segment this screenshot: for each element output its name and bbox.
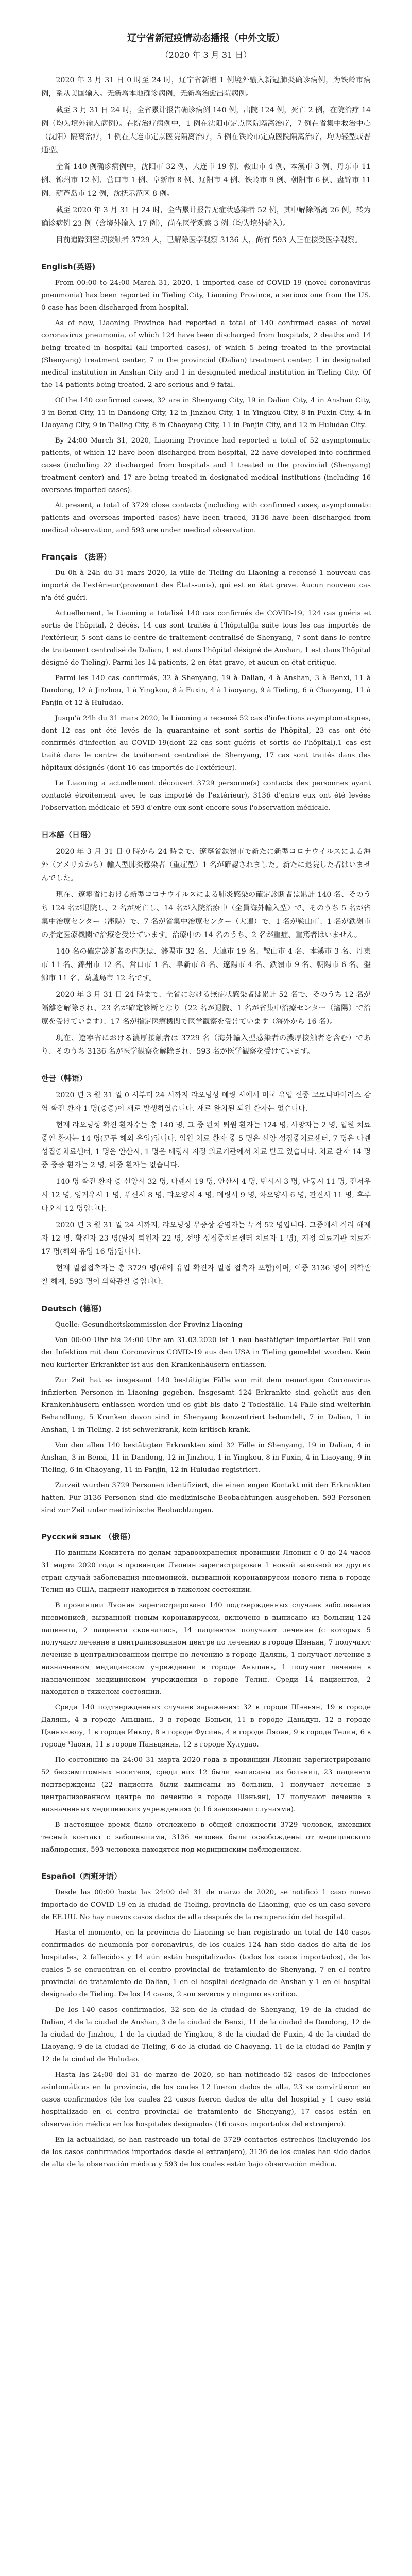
paragraph: 現在、遼寧省における新型コロナウイルスによる肺炎感染の確定診断者は累計 140 名、そのうち 124 名が退院し、2 名が死亡し、14 名が入院治療中（全員海外輸入型）で、そのうち 5 名が省集中治療センター（瀋陽）で、7 名が省集中治療センター（大連）で、1 名が鞍山市、1 名が鉄嶺市の指定医療機関で治療を受けています。治療中の 14 名のうち、2 名が重症、重篤者はいません。	[41, 891, 371, 939]
document-title: 辽宁省新冠疫情动态播报（中外文版）	[127, 33, 285, 44]
section-russian	[41, 1531, 371, 1856]
section-heading: 日本語（日语）	[41, 830, 96, 839]
paragraph: 現在、遼寧省における濃厚接触者は 3729 名（海外輸入型感染者の濃厚接触者を含む）であり、そのうち 3136 名が医学観察を解除され、593 名が医学観察を受けています。	[41, 1034, 371, 1056]
paragraph: De los 140 casos confirmados, 32 son de la ciudad de Shenyang, 19 de la ciudad de Dalian, 4 de la ciudad de Anshan, 3 de la ciudad de Benxi, 11 de la ciudad de Dandong, 12 de la ciudad de Jinzhou, 1 de la ciudad de Yingkou, 8 de la ciudad de Fuxin, 4 de la ciudad de Liaoyang, 9 de la ciudad de Tieling, 6 de la ciudad de Chaoyang, 11 de la ciudad de Panjin y 12 de la ciudad de Huludao.	[41, 2006, 371, 2063]
section-heading: 한글（韩语）	[41, 1074, 87, 1083]
paragraph: Von 00:00 Uhr bis 24:00 Uhr am 31.03.2020 ist 1 neu bestätigter importierter Fall von der Infektion mit dem Coronavirus COVID-19 aus den USA in Tieling gemeldet worden. Kein neu kurierter Erkrankter ist aus den Krankenhäusern entlassen.	[41, 1336, 371, 1369]
paragraph: 2020 년 3 월 31 일 0 시부터 24 시까지 랴오닝성 톄링 시에서 미국 유입 신종 코로나바이러스 감염 확진 환자 1 명(중증)이 새로 발생하였습니다. 새로 완치된 퇴원 환자는 없습니다.	[41, 1091, 371, 1113]
paragraph: Quelle: Gesundheitskommission der Provinz Liaoning	[55, 1321, 243, 1329]
paragraph: By 24:00 March 31, 2020, Liaoning Province had reported a total of 52 asymptomatic patients, of which 12 have been discharged from hospital, 22 have developed into confirmed cases (including 22 discharged from hospitals and 1 treated in the provincial (Shenyang) treatment center) and 17 are being treated in designated medical institutions (including 16 overseas imported cases).	[41, 437, 371, 494]
paragraph: Actuellement, le Liaoning a totalisé 140 cas confirmés de COVID-19, 124 cas guéris et sortis de l'hôpital, 2 décès, 14 cas sont traités à l'hôpital(la suite tous les cas importés de l'extérieur, 5 sont dans le centre de traitement centralisé de Shenyang, 7 sont dans le centre de traitement centralisé de Dalian, 1 est dans l'hôpital désigné de Anshan, 1 est dans l'hôpital désigné de Tieling). Parmi les 14 patients, 2 en état grave, et aucun en état critique.	[41, 609, 371, 667]
paragraph: В настоящее время было отслежено в общей сложности 3729 человек, имевших тесный контакт с заболевшими, 3136 человек были освобождены от медицинского наблюдения, 593 человека находятся под медицинским наблюдением.	[41, 1821, 371, 1854]
paragraph: Zur Zeit hat es insgesamt 140 bestätigte Fälle von mit dem neuartigen Coronavirus infizierten Personen in Liaoning gegeben. Insgesamt 124 Erkrankte sind geheilt aus den Krankenhäusern entlassen worden und es gibt bis dato 2 Todesfälle. 14 Fälle sind weiterhin Behandlung, 5 Kranken davon sind in Shenyang konzentriert behandelt, 7 in Dalian, 1 in Anshan, 1 in Tieling. 2 ist schwerkrank, kein kritisch krank.	[41, 1377, 371, 1434]
paragraph: По состоянию на 24:00 31 марта 2020 года в провинции Ляонин зарегистрировано 52 бессимптомных носителя, среди них 12 были выписаны из больниц, 23 пациента подтверждены (22 пациента были выписаны из больниц, 1 получает лечение в централизованном центре по лечению в городе Шэньян), 17 получают лечение в назначенных медицинских учреждениях (с 16 завозными случаями).	[41, 1756, 371, 1814]
paragraph: По данным Комитета по делам здравоохранения провинции Ляонин с 0 до 24 часов 31 марта 2020 года в провинции Ляонин зарегистрирован 1 новый завозной из других стран случай заболевания пневмонией, вызванной коронавирусом нового типа в городе Телин из США, пациент находится в тяжелом состоянии.	[41, 1549, 371, 1594]
paragraph: Среди 140 подтвержденных случаев заражения: 32 в городе Шэньян, 19 в городе Далянь, 4 в городе Аньшань, 3 в городе Бэньси, 11 в городе Даньдун, 12 в городе Цзиньчжоу, 1 в городе Инкоу, 8 в городе Фусинь, 4 в городе Ляоян, 9 в городе Телин, 6 в городе Чаоян, 11 в городе Паньцзинь, 12 в городе Хулудао.	[41, 1704, 371, 1749]
section-chinese	[41, 74, 371, 247]
paragraph: En la actualidad, se han rastreado un total de 3729 contactos estrechos (incluyendo los de los casos confirmados importados desde el extranjero), 3136 de los cuales han sido dados de alta de la observación médica y 593 de los cuales están bajo observación médica.	[41, 2136, 371, 2168]
paragraph: Zurzeit wurden 3729 Personen identifiziert, die einen engen Kontakt mit den Erkrankten hatten. Für 3136 Personen sind die medizinische Beobachtungen ausgehoben. 593 Personen sind zur Zeit unter medizinische Beobachtungen.	[41, 1482, 371, 1514]
section-heading: Русский язык （俄语）	[41, 1532, 135, 1541]
paragraph: From 00:00 to 24:00 March 31, 2020, 1 imported case of COVID-19 (novel coronavirus pneumonia) has been reported in Tieling City, Liaoning Province, a serious one from the US. 0 case has been discharged from hospital.	[41, 279, 371, 312]
section-korean	[41, 1073, 371, 1289]
paragraph: 2020 년 3 월 31 일 24 시까지, 랴오닝성 무증상 감염자는 누적 52 명입니다. 그중에서 격리 해제자 12 명, 확진자 23 명(완치 퇴원자 22 명, 선양 성집중치료센터 치료자 1 명), 지정 의료기관 치료자 17 명(해외 유입 16 명)입니다.	[41, 1221, 371, 1256]
paragraph: 全省 140 例确诊病例中，沈阳市 32 例、大连市 19 例、鞍山市 4 例、本溪市 3 例、丹东市 11 例、锦州市 12 例、营口市 1 例、阜新市 8 例、辽阳市 4 例、铁岭市 9 例、朝阳市 6 例、盘锦市 11 例、葫芦岛市 12 例，沈抚示范区 8 例。	[41, 163, 371, 198]
document-page	[41, 0, 371, 2171]
paragraph: Hasta las 24:00 del 31 de marzo de 2020, se han notificado 52 casos de infecciones asintomáticas en la provincia, de los cuales 12 fueron dados de alta, 23 se convirtieron en casos confirmados (de los cuales 22 casos fueron dados de alta del hospital y 1 caso está hospitalizado en el centro provincial de tratamiento de Shenyang), 17 casos están en observación médica en los hospitales designados (16 casos importados del extranjero).	[41, 2071, 371, 2128]
paragraph: As of now, Liaoning Province had reported a total of 140 confirmed cases of novel coronavirus pneumonia, of which 124 have been discharged from hospitals, 2 deaths and 14 being treated in hospital (all imported cases), of which 5 being treated in the provincial (Shenyang) treatment center, 7 in the provincial (Dalian) treatment center, 1 in designated medical institution in Anshan City and 1 in designated medical institution in Tieling City. Of the 14 patients being treated, 2 are serious and 9 fatal.	[41, 319, 371, 389]
paragraph: В провинции Ляонин зарегистрировано 140 подтвержденных случаев заболевания пневмонией, вызванной новым коронавирусом, включено в выписано из больниц 124 пациента, 2 пациента скончались, 14 пациентов получают лечение (с которых 5 получают лечение в централизованном центре по лечению в городе Шэньян, 7 получают лечение в централизованном центре по лечению в городе Далянь, 1 получает лечение в назначенном медицинском учреждении в городе Аньшань, 1 получает лечение в назначенном медицинском учреждении в городе Телин. Среди 14 пациентов, 2 находятся в тяжелом состоянии.	[41, 1602, 371, 1696]
section-german	[41, 1303, 371, 1517]
paragraph: 2020 年 3 月 31 日 0 時から 24 時まで、遼寧省鉄嶺市で新たに新型コロナウイルスによる海外（アメリカから）輸入型肺炎感染者（重症型）1 名が確認されました。新たに退院した者はいませんでした。	[41, 848, 371, 883]
paragraph: Of the 140 confirmed cases, 32 are in Shenyang City, 19 in Dalian City, 4 in Anshan City, 3 in Benxi City, 11 in Dandong City, 12 in Jinzhou City, 1 in Yingkou City, 8 in Fuxin City, 4 in Liaoyang City, 9 in Tieling City, 6 in Chaoyang City, 11 in Panjin City, and 12 in Huludao City.	[41, 397, 371, 429]
section-japanese	[41, 829, 371, 1058]
paragraph: 2020 年 3 月 31 日 24 時まで、全省における無症状感染者は累計 52 名で、そのうち 12 名が隔離を解除され、23 名が確定診断となり（22 名が退院、1 名が省集中治療センター（瀋陽）で治療を受けています）、17 名が指定医療機関で医学観察を受けています（海外から 16 名）。	[41, 991, 371, 1026]
section-heading: Français （法语）	[41, 552, 111, 562]
paragraph: Von den allen 140 bestätigten Erkrankten sind 32 Fälle in Shenyang, 19 in Dalian, 4 in Anshan, 3 in Benxi, 11 in Dandong, 12 in Jinzhou, 1 in Yingkou, 8 in Fuxin, 4 in Liaoyang, 9 in Tieling, 6 in Chaoyang, 11 in Panjin, 12 in Huludao registriert.	[41, 1442, 371, 1474]
paragraph: 140 명 확진 환자 중 선양시 32 명, 다롄시 19 명, 안산시 4 명, 번시시 3 명, 단둥시 11 명, 진저우시 12 명, 잉커우시 1 명, 푸신시 8 명, 랴오양시 4 명, 톄링시 9 명, 차오양시 6 명, 판진시 11 명, 후루다오시 12 명입니다.	[41, 1178, 371, 1213]
document-date: （2020 年 3 月 31 日）	[160, 50, 252, 60]
section-heading: English(英语)	[41, 262, 96, 272]
paragraph: Le Liaoning a actuellement découvert 3729 personne(s) contacts des personnes ayant contacté étroitement avec le cas importé de l'extérieur), 3136 d'entre eux ont été levées l'observation médicale et 593 d'entre eux sont encore sous l'observation médicale.	[41, 779, 371, 812]
paragraph: 截至 2020 年 3 月 31 日 24 时，全省累计报告无症状感染者 52 例，其中解除隔离 26 例，转为确诊病例 23 例（含境外输入 17 例），尚在医学观察 3 例（均为境外输入）。	[41, 206, 371, 228]
paragraph: Parmi les 140 cas confirmés, 32 à Shenyang, 19 à Dalian, 4 à Anshan, 3 à Benxi, 11 à Dandong, 12 à Jinzhou, 1 à Yingkou, 8 à Fuxin, 4 à Liaoyang, 9 à Tieling, 6 à Chaoyang, 11 à Panjin et 12 à Huludao.	[41, 674, 371, 707]
paragraph: At present, a total of 3729 close contacts (including with confirmed cases, asymptomatic patients and overseas imported cases) have been traced, 3136 have been discharged from medical observation, and 593 are under medical observation.	[41, 502, 371, 534]
paragraph: Du 0h à 24h du 31 mars 2020, la ville de Tieling du Liaoning a recensé 1 nouveau cas importé de l'extérieur(provenant des États-unis), qui est en état grave. Aucun nouveau cas n'a été guéri.	[41, 569, 371, 602]
paragraph: Desde las 00:00 hasta las 24:00 del 31 de marzo de 2020, se notificó 1 caso nuevo importado de COVID-19 en la ciudad de Tieling, provincia de Liaoning, que es un caso severo de EE.UU. No hay nuevos casos dados de alta después de la recuperación del hospital.	[41, 1889, 371, 1921]
section-spanish	[41, 1871, 371, 2171]
section-heading: Deutsch (德语)	[41, 1304, 102, 1313]
paragraph: 截至 3 月 31 日 24 时，全省累计报告确诊病例 140 例，出院 124 例，死亡 2 例，在院治疗 14 例（均为境外输入病例）。在院治疗病例中，1 例在沈阳市定点医院隔离治疗，7 例在省集中救治中心（沈阳）隔离治疗，1 例在大连市定点医院隔离治疗，5 例在铁岭市定点医院隔离治疗，均为轻型或普通型。	[41, 106, 371, 155]
section-heading: Español（西班牙语）	[41, 1872, 122, 1881]
paragraph: 현재 밀접접촉자는 총 3729 명(해외 유입 확진자 밀접 접촉자 포함)이며, 이중 3136 명이 의학관찰 해제, 593 명이 의학관찰 중입니다.	[41, 1264, 371, 1286]
paragraph: Hasta el momento, en la provincia de Liaoning se han registrado un total de 140 casos confirmados de neumonía por coronavirus, de los cuales 124 han sido dados de alta de los hospitales, 2 fallecidos y 14 aún están hospitalizados (todos los casos importados), de los cuales 5 se encuentran en el centro provincial de tratamiento de Shenyang, 7 en el centro provincial de tratamiento de Dalian, 1 en el hospital designado de Anshan y 1 en el hospital designado de Tieling. De los 14 casos, 2 son severos y ninguno es crítico.	[41, 1929, 371, 1998]
paragraph: Jusqu'à 24h du 31 mars 2020, le Liaoning a recensé 52 cas d'infections asymptomatiques, dont 12 cas ont été levés de la quarantaine et sont sortis de l'hôpital, 23 cas ont été confirmés d'infection au COVID-19(dont 22 cas sont guéris et sortis de l'hôpital),1 cas est traité dans le centre de traitement centralisé de Shenyang, 17 cas sont traités dans des hôpitaux désignés (dont 16 cas importés de l'extérieur).	[41, 715, 371, 772]
paragraph: 140 名の確定診断者の内訳は、瀋陽市 32 名、大連市 19 名、鞍山市 4 名、本溪市 3 名、丹東市 11 名、錦州市 12 名、営口市 1 名、阜新市 8 名、遼陽市 4 名、鉄嶺市 9 名、朝陽市 6 名、盤錦市 11 名、葫蘆島市 12 名です。	[41, 947, 371, 982]
paragraph: 目前追踪到密切接触者 3729 人，已解除医学观察 3136 人，尚有 593 人正在接受医学观察。	[56, 236, 362, 244]
section-french	[41, 551, 371, 815]
paragraph: 현재 랴오닝성 확진 환자수는 총 140 명, 그 중 완치 퇴원 환자는 124 명, 사망자는 2 명, 입원 치료 중인 환자는 14 명(모두 해외 유입)입니다. 입원 치료 환자 중 5 명은 선양 성집중치료센터, 7 명은 다롄 성집중치료센터, 1 명은 안산시, 1 명은 톄링시 지정 의료기관에서 치료 받고 있습니다. 치료 환자 14 명 중 중증 환자는 2 명, 위중 환자는 없습니다.	[41, 1121, 371, 1170]
section-english	[41, 261, 371, 537]
paragraph: 2020 年 3 月 31 日 0 时至 24 时，辽宁省新增 1 例境外输入新冠肺炎确诊病例，为铁岭市病例，系从美国输入。无新增本地确诊病例，无新增治愈出院病例。	[41, 76, 371, 98]
